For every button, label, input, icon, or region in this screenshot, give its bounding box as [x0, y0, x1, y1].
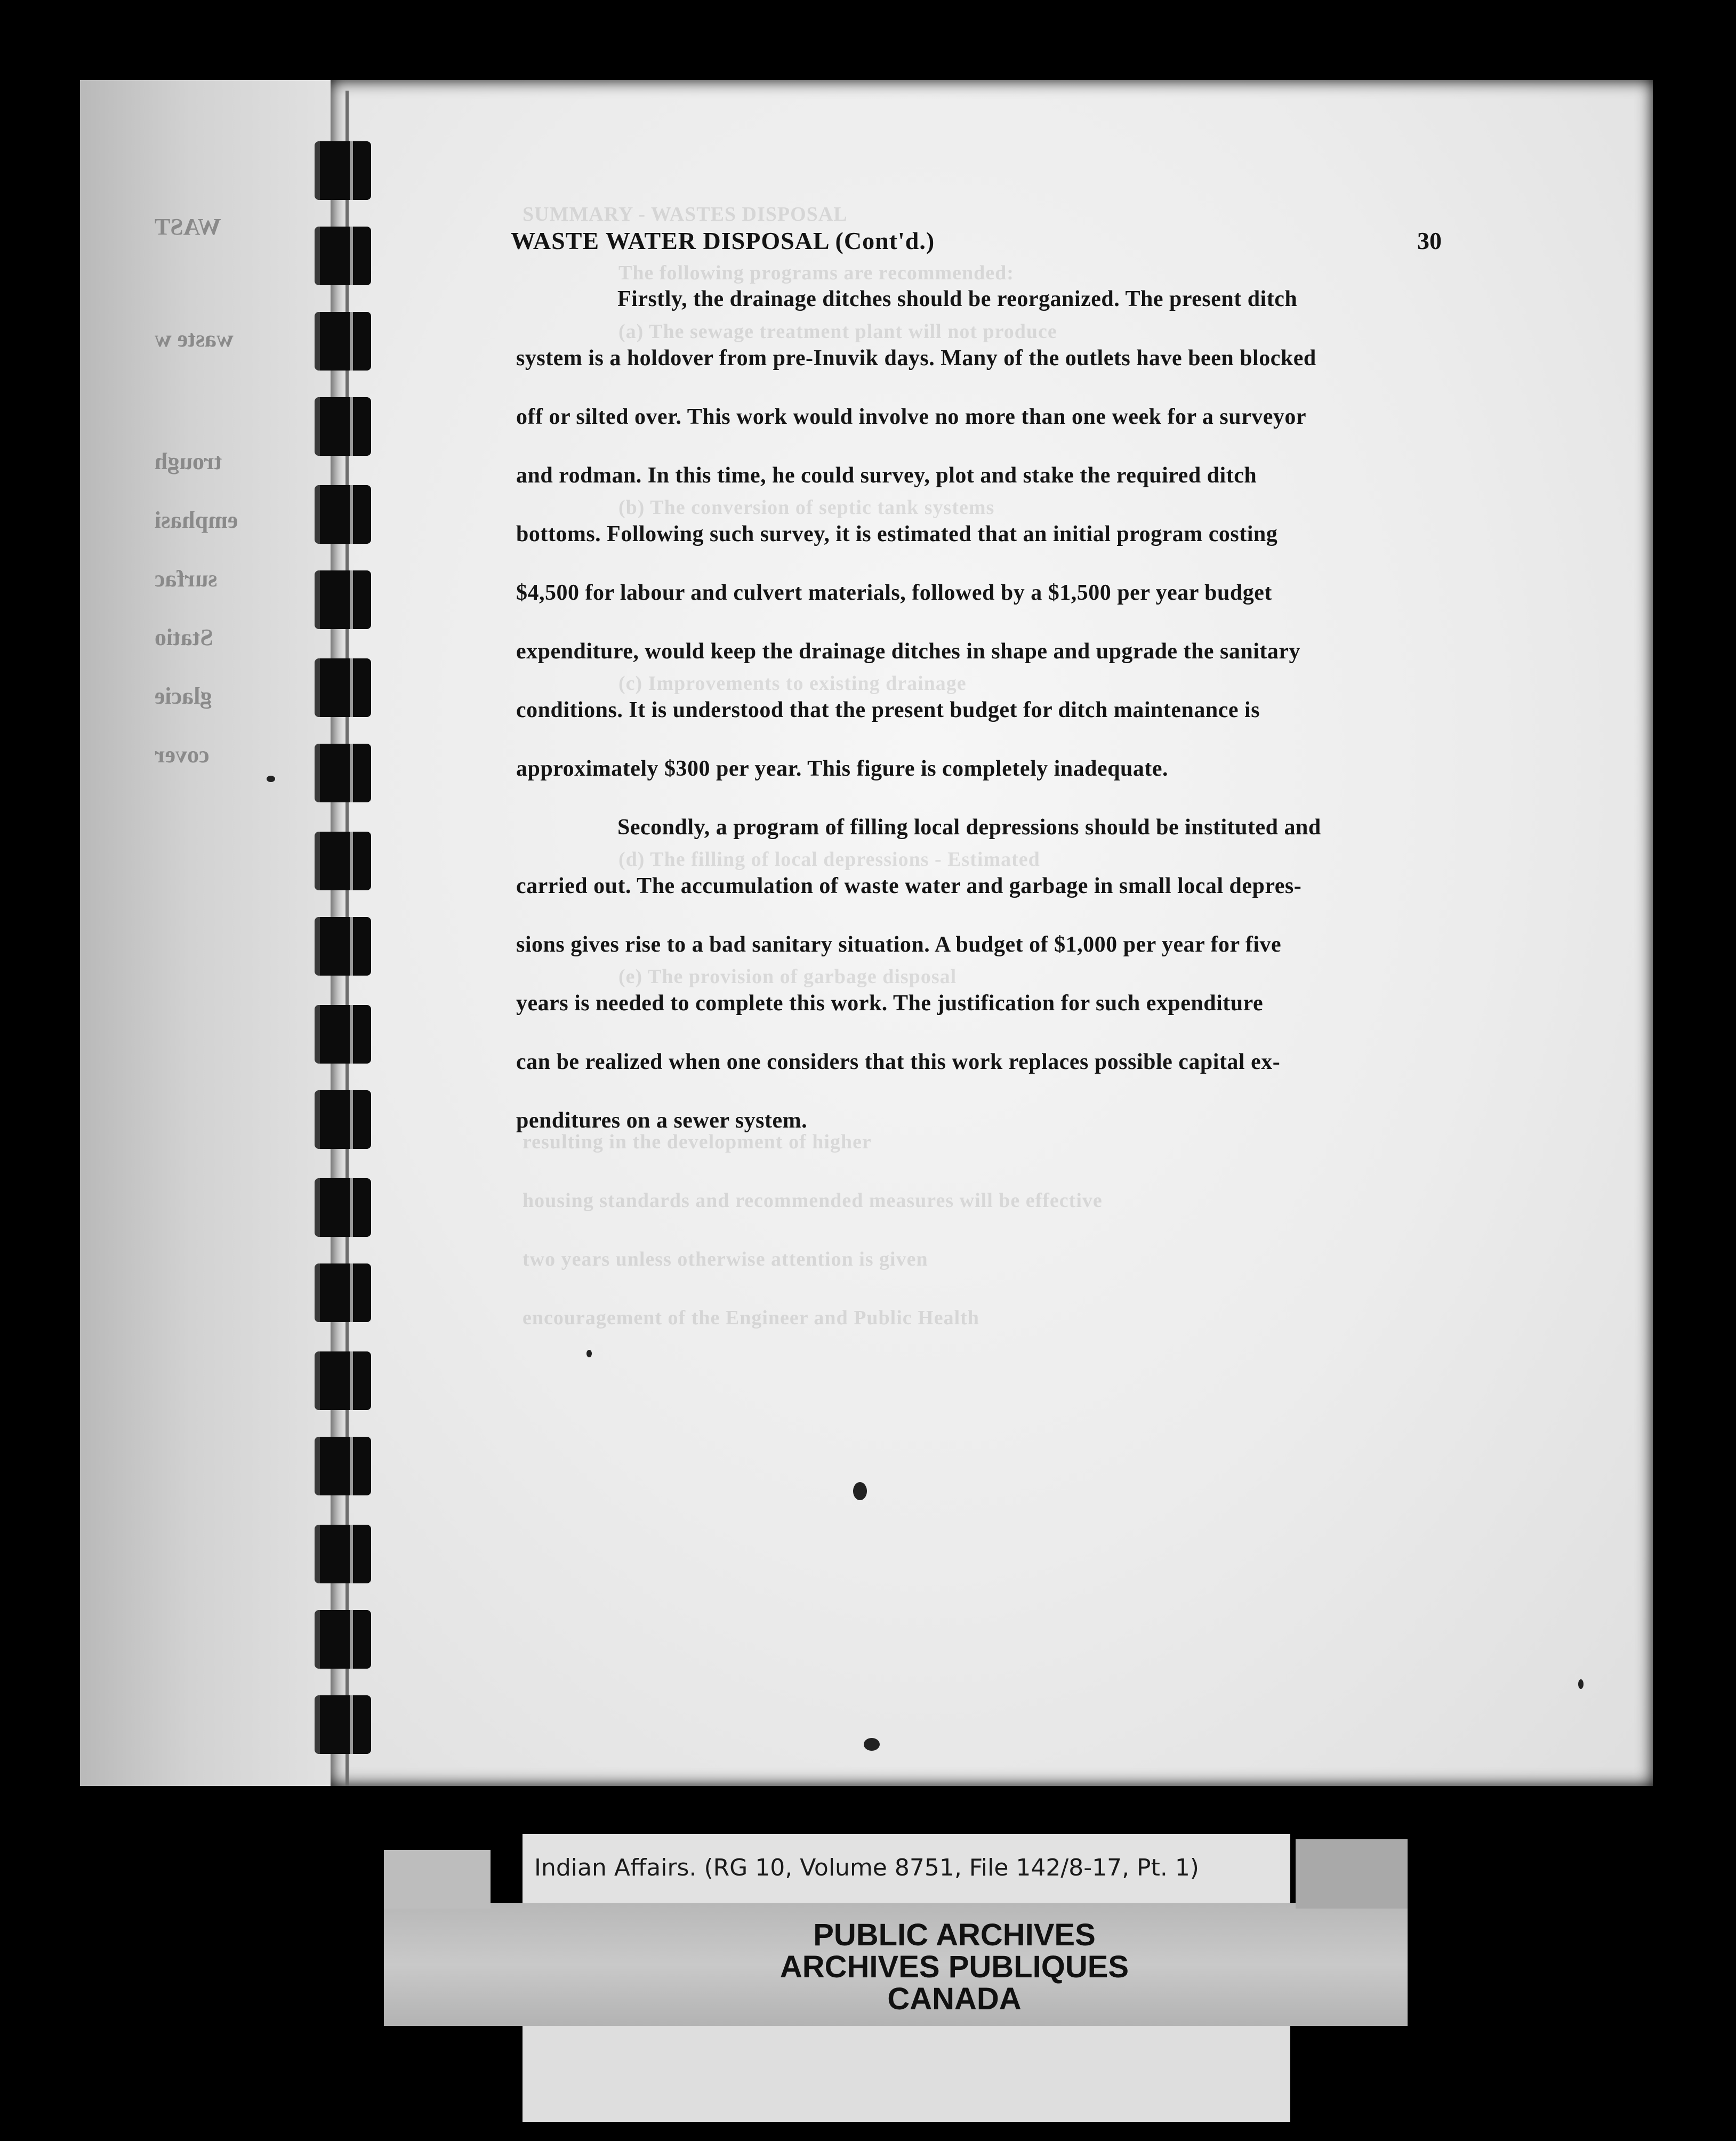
body-text-line: penditures on a sewer system.: [516, 1108, 808, 1133]
dust-speck: [1578, 1679, 1584, 1689]
prev-page-fragment: cover: [155, 742, 210, 768]
show-through-text: resulting in the development of higher: [523, 1131, 872, 1153]
show-through-text: (c) Improvements to existing drainage: [618, 672, 967, 695]
body-text-line: sions gives rise to a bad sanitary situation. A budget of $1,000 per year for five: [516, 932, 1282, 957]
body-text-line: years is needed to complete this work. The justification for such expenditure: [516, 991, 1264, 1016]
show-through-text: (b) The conversion of septic tank systems: [618, 496, 995, 519]
body-text-line: and rodman. In this time, he could survey, plot and stake the required ditch: [516, 463, 1257, 488]
binding-ring: [315, 1090, 371, 1149]
show-through-text: two years unless otherwise attention is given: [523, 1248, 928, 1270]
stamp-line: ARCHIVES PUBLIQUES: [779, 1950, 1129, 1984]
binding-ring: [315, 1178, 371, 1237]
binding-ring: [315, 1695, 371, 1754]
body-text-line: $4,500 for labour and culvert materials, followed by a $1,500 per year budget: [516, 581, 1272, 605]
binding-ring: [315, 1525, 371, 1583]
prev-page-fragment: Statio: [155, 624, 213, 650]
body-text-line: Firstly, the drainage ditches should be reorganized. The present ditch: [617, 287, 1298, 311]
dust-speck: [864, 1738, 880, 1751]
show-through-text: housing standards and recommended measures will be effective: [523, 1189, 1103, 1212]
binding-ring: [315, 312, 371, 371]
binding-ring: [315, 658, 371, 717]
prev-page-fragment: WAST: [155, 214, 221, 240]
binding-ring: [315, 1351, 371, 1410]
stamp-line: CANADA: [887, 1982, 1022, 2016]
binding-ring: [315, 397, 371, 456]
prev-page-fragment: surfac: [155, 566, 218, 592]
dust-speck: [853, 1482, 867, 1500]
body-text-line: expenditure, would keep the drainage ditches in shape and upgrade the sanitary: [516, 639, 1301, 664]
binding-ring: [315, 570, 371, 629]
show-through-text: encouragement of the Engineer and Public Health: [523, 1307, 979, 1329]
body-text-line: carried out. The accumulation of waste water and garbage in small local depres-: [516, 874, 1302, 898]
archive-citation: Indian Affairs. (RG 10, Volume 8751, File 142/8-17, Pt. 1): [534, 1854, 1199, 1881]
body-text-line: conditions. It is understood that the present budget for ditch maintenance is: [516, 698, 1260, 722]
archive-card-tab: [384, 1850, 491, 1909]
binding-ring: [315, 1437, 371, 1495]
prev-page-fragment: trough: [155, 448, 222, 474]
body-text-line: off or silted over. This work would involve no more than one week for a surveyor: [516, 405, 1307, 429]
binding-ring: [315, 917, 371, 976]
binding-ring: [315, 1610, 371, 1669]
body-text-line: approximately $300 per year. This figure is completely inadequate.: [516, 756, 1169, 781]
binding-ring: [315, 1263, 371, 1322]
prev-page-fragment: waste w: [155, 326, 234, 352]
body-text-line: system is a holdover from pre-Inuvik days. Many of the outlets have been blocked: [516, 346, 1316, 371]
binding-ring: [315, 141, 371, 200]
prev-page-fragment: glacie: [155, 683, 212, 709]
body-text-line: Secondly, a program of filling local depressions should be instituted and: [617, 815, 1321, 840]
body-text-line: can be realized when one considers that this work replaces possible capital ex-: [516, 1050, 1281, 1074]
show-through-text: (d) The filling of local depressions - Estimated: [618, 848, 1040, 871]
stamp-line: PUBLIC ARCHIVES: [813, 1918, 1096, 1952]
show-through-text: (e) The provision of garbage disposal: [618, 965, 957, 988]
binding-ring: [315, 1005, 371, 1064]
binding-ring: [315, 832, 371, 890]
archive-stamp: [608, 1919, 1301, 2015]
binding-ring: [315, 485, 371, 544]
binding-ring: [315, 744, 371, 802]
page-number: 30: [1417, 227, 1442, 254]
body-text-line: bottoms. Following such survey, it is estimated that an initial program costing: [516, 522, 1278, 546]
show-through-text: SUMMARY - WASTES DISPOSAL: [523, 203, 848, 226]
dust-speck: [267, 776, 275, 782]
prev-page-fragment: emphasi: [155, 507, 238, 533]
show-through-text: (a) The sewage treatment plant will not produce: [618, 320, 1057, 343]
binding-ring: [315, 227, 371, 285]
archive-card-tab: [1296, 1839, 1408, 1909]
dust-speck: [586, 1350, 592, 1357]
section-heading: WASTE WATER DISPOSAL (Cont'd.): [511, 227, 935, 254]
show-through-text: The following programs are recommended:: [618, 262, 1014, 284]
bottom-label-strip: [523, 2026, 1290, 2122]
